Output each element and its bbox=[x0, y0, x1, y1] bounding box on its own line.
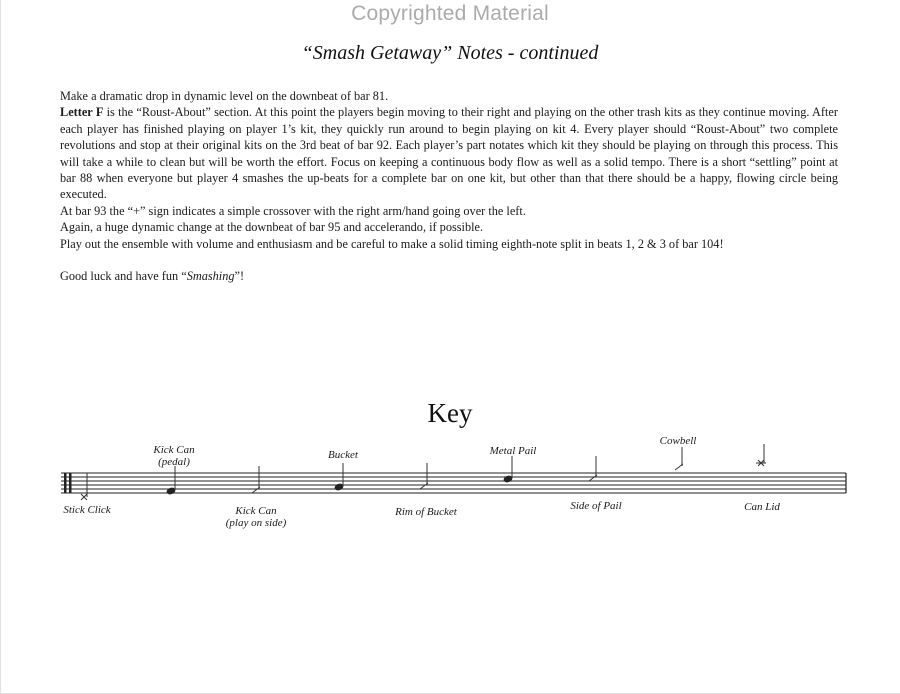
can-lid-note bbox=[756, 444, 766, 466]
closing-post: ”! bbox=[234, 269, 245, 284]
label-kick-can-pedal-line2: (pedal) bbox=[158, 456, 190, 468]
label-stick-click: Stick Click bbox=[63, 504, 111, 516]
label-kick-can-side-line1: Kick Can bbox=[235, 505, 277, 517]
label-kick-can-pedal bbox=[153, 444, 194, 468]
label-can-lid: Can Lid bbox=[744, 501, 780, 513]
paragraph-4: Again, a huge dynamic change at the downbeat of bar 95 and accelerando, if possible. bbox=[60, 220, 484, 235]
cowbell-note bbox=[675, 447, 683, 470]
key-heading: Key bbox=[427, 398, 473, 428]
paragraph-3: At bar 93 the “+” sign indicates a simple crossover with the right arm/hand going over the left. bbox=[60, 203, 526, 218]
label-metal-pail: Metal Pail bbox=[489, 445, 537, 457]
percussion-clef bbox=[64, 473, 72, 493]
copyright-watermark: Copyrighted Material bbox=[351, 2, 549, 25]
page-title: “Smash Getaway” Notes - continued bbox=[301, 42, 599, 64]
label-kick-can-side-line2: (play on side) bbox=[225, 517, 287, 529]
letter-f-label: Letter F bbox=[60, 105, 104, 120]
paragraph-1: Make a dramatic drop in dynamic level on the downbeat of bar 81. bbox=[60, 89, 389, 103]
paragraph-5: Play out the ensemble with volume and enthusiasm and be careful to make a solid timing eighth-note split in beats 1, 2 & 3 of bar 104! bbox=[60, 236, 724, 251]
label-bucket: Bucket bbox=[328, 449, 358, 461]
metal-pail-note bbox=[503, 456, 514, 484]
label-kick-can-pedal-line1: Kick Can bbox=[153, 444, 195, 456]
paragraph-2-text: is the “Roust-About” section. At this point the players begin moving to their right and playing on the other trash kits as they continue moving. After each player has finished playing on player 1’s kit, they quickly run around to begin playing on kit 4. Every player should “Roust-About” two complete revolutions and stop at their original kits on the 3rd beat of bar 92. Each player’s part notates which kit they should be playing on through this process. This will take a while to clean but will be worth the effort. Focus on keeping a continuous body flow as well as a solid tempo. There is a short “settling” point at bar 88 when everyone but player 4 smashes the up-beats for a complete bar on one kit, but other than that there should be a happy, flowing circle being executed. bbox=[60, 105, 838, 202]
staff-lines bbox=[61, 473, 846, 493]
label-rim-of-bucket: Rim of Bucket bbox=[395, 506, 457, 518]
label-kick-can-side bbox=[226, 505, 286, 529]
closing-pre: Good luck and have fun “ bbox=[60, 269, 187, 284]
label-cowbell: Cowbell bbox=[659, 435, 697, 447]
label-side-of-pail: Side of Pail bbox=[570, 500, 622, 512]
closing-emphasis: Smashing bbox=[186, 269, 235, 284]
